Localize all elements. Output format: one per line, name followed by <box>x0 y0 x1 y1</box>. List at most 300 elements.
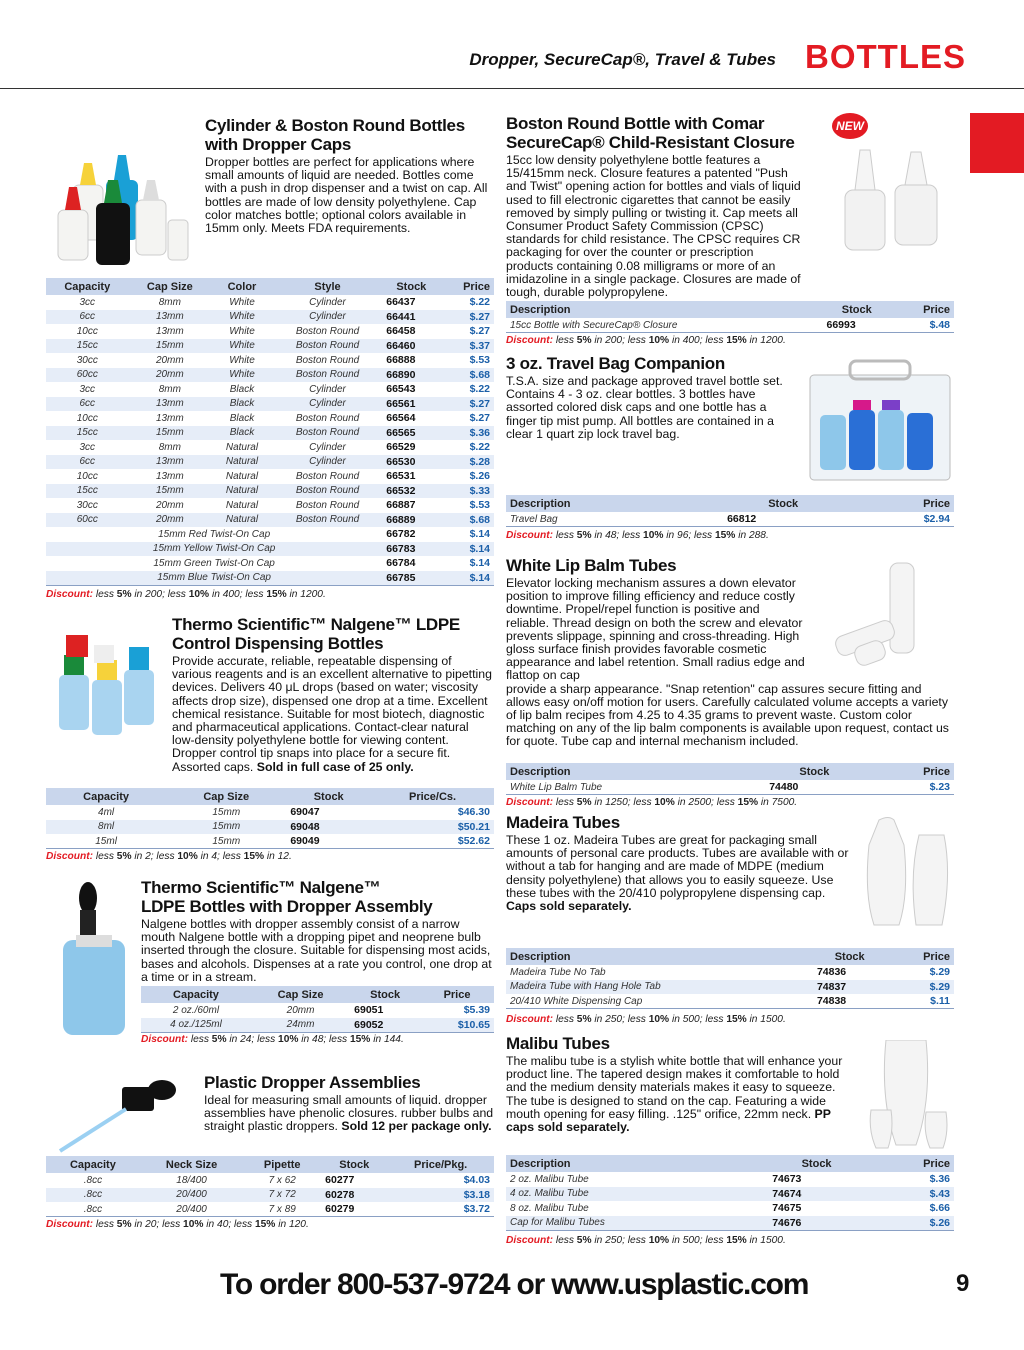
table-row <box>141 1003 494 1018</box>
table-cell: White <box>229 325 255 337</box>
table-row <box>506 1201 954 1216</box>
table-cell: 66561 <box>382 397 440 412</box>
table-cell: 15mm <box>166 820 286 835</box>
assembly-table <box>141 986 494 1033</box>
table-cell: 66887 <box>386 499 416 512</box>
discount-note: Discount: less 5% in 200; less 10% in 400; less 15% in 1200. <box>506 335 786 346</box>
table-cell: Boston Round <box>295 325 360 337</box>
table-cell: $.36 <box>440 426 494 441</box>
table-row <box>46 411 494 426</box>
column-header: Stock <box>723 495 843 512</box>
table-cell: 15ml <box>46 834 166 849</box>
table-row <box>506 994 954 1009</box>
table-cell: 66460 <box>382 339 440 354</box>
table-cell: Cylinder <box>273 310 382 325</box>
table-cell: 66530 <box>382 455 440 470</box>
table-row <box>506 980 954 995</box>
discount-note: Discount: less 5% in 250; less 10% in 500; less 15% in 1500. <box>506 1235 786 1246</box>
table-cell: 8mm <box>158 441 181 453</box>
table-cell: 74837 <box>813 980 886 995</box>
table-cell: 69051 <box>354 1004 384 1017</box>
table-cell: 30cc <box>76 499 98 511</box>
table-cell: $2.94 <box>843 512 954 527</box>
table-cell: 20/400 <box>140 1202 243 1217</box>
table-cell: 8 oz. Malibu Tube <box>510 1202 589 1214</box>
table-cell: 20mm <box>155 499 184 511</box>
table-cell: 66441 <box>382 310 440 325</box>
table-cell: 74676 <box>768 1216 865 1231</box>
table-row <box>506 318 954 333</box>
section-tab <box>970 113 1024 173</box>
column-header: Neck Size <box>140 1156 243 1173</box>
plastic-dropper-section <box>204 1073 494 1134</box>
table-row <box>506 1216 954 1231</box>
table-cell: 8ml <box>46 820 166 835</box>
table-row <box>46 542 494 557</box>
table-cell: White <box>211 368 273 383</box>
table-cell: 7 x 72 <box>243 1188 321 1203</box>
table-cell: 20/410 White Dispensing Cap <box>506 994 813 1009</box>
table-cell: $.53 <box>469 499 490 512</box>
dispensing-bottles-image <box>54 625 164 740</box>
table-row <box>46 498 494 513</box>
table-cell: $.37 <box>440 339 494 354</box>
table-cell: $52.62 <box>371 834 494 849</box>
table-cell: 24mm <box>251 1018 350 1033</box>
section-description: T.S.A. size and package approved travel bottle set. Contains 4 - 3 oz. clear bottles. 3 bottles have assorted colored disk caps and one bottle has a finger tip mist pump. All bottles are contained in a clear 1 quart zip lock travel bag. <box>506 374 783 441</box>
section-description: Provide accurate, reliable, repeatable dispensing of various reagents and is an excellent alternative to pipetting devices. Delivers 40 μL drops (based on water; viscosity affects drop size), dispensed one drop at a time. Excellent chemical resistance. Suitable for most biotech, diagnostic and pharmaceutical applications. Contact-clear natural low-density polyethylene bottle for viewing content. Dropper control tip snaps into place for a secure fit. Assorted caps. Sold in full case of 25 only. <box>172 654 492 774</box>
table-cell: 18/400 <box>176 1174 207 1186</box>
table-row <box>46 1188 494 1203</box>
section-description: The malibu tube is a stylish white bottle that will enhance your product line. The tapered design makes it comfortable to hold and the medium density materials makes it easy to squeeze. The tube is designed to stand on the cap. Featuring a wide mouth opening for easy filling. .125" orifice, 22mm neck. PP caps sold separately. <box>506 1054 843 1135</box>
column-header: Stock <box>382 278 440 295</box>
table-row <box>46 1202 494 1217</box>
section-description: These 1 oz. Madeira Tubes are great for packaging small amounts of personal care products. Tubes are available with or without a tab for hanging and are made of MDPE (medium density polyethylene) that allows you to easily squeeze. Use these tubes with the 20/410 polypropylene dispensing cap. Caps sold separately. <box>506 833 849 914</box>
assembly-section <box>141 878 495 984</box>
discount-note: Discount: less 5% in 48; less 10% in 96; less 15% in 288. <box>506 530 769 541</box>
column-header: Price <box>440 278 494 295</box>
section-title: Boston Round Bottle with Comar <box>506 114 765 133</box>
section-title: Control Dispensing Bottles <box>172 634 384 653</box>
table-cell: $4.03 <box>463 1174 490 1187</box>
table-cell: 66458 <box>386 325 416 338</box>
table-row <box>506 780 954 795</box>
table-cell: 66532 <box>382 484 440 499</box>
page-number: 9 <box>956 1270 970 1297</box>
table-cell: Natural <box>211 484 273 499</box>
column-header: Pipette <box>243 1156 321 1173</box>
column-header: Price <box>864 763 954 780</box>
table-cell: 15cc <box>46 339 129 354</box>
table-row <box>506 1172 954 1187</box>
column-header: Stock <box>823 301 891 318</box>
lip-balm-table <box>506 763 954 795</box>
table-row <box>46 339 494 354</box>
order-footer: To order 800-537-9724 or www.usplastic.com <box>220 1268 809 1301</box>
table-cell: 13mm <box>129 310 212 325</box>
table-cell: 66784 <box>386 557 416 570</box>
table-cell: 15cc Bottle with SecureCap® Closure <box>506 318 823 333</box>
table-cell: 66889 <box>382 513 440 528</box>
header-rule <box>0 88 1024 89</box>
section-title: 3 oz. Travel Bag Companion <box>506 354 725 373</box>
cylinder-section <box>205 116 493 235</box>
table-cell: $.22 <box>469 296 490 309</box>
table-cell: 20mm <box>286 1004 315 1016</box>
madeira-table <box>506 948 954 1009</box>
table-cell: 10cc <box>76 412 98 424</box>
column-header: Cap Size <box>251 986 350 1003</box>
section-title: Cylinder & Boston Round Bottles <box>205 116 465 135</box>
table-row <box>46 1173 494 1188</box>
table-cell: $.66 <box>929 1202 950 1215</box>
table-row <box>506 512 954 527</box>
travel-table <box>506 495 954 527</box>
section-title: Madeira Tubes <box>506 813 620 832</box>
table-cell: Natural <box>211 455 273 470</box>
table-cell: Travel Bag <box>506 512 723 527</box>
table-cell: $3.72 <box>387 1202 494 1217</box>
section-description: Ideal for measuring small amounts of liquid. dropper assemblies have phenolic closures. rubber bulbs and straight plastic droppers. Sold 12 per package only. <box>204 1093 494 1134</box>
table-row <box>506 965 954 980</box>
column-header: Stock <box>765 763 863 780</box>
column-header: Stock <box>813 948 886 965</box>
table-cell: $.14 <box>440 542 494 557</box>
column-header: Price <box>865 1155 954 1172</box>
table-cell: 20mm <box>129 513 212 528</box>
table-cell: 2 oz. Malibu Tube <box>510 1173 589 1185</box>
section-description: Elevator locking mechanism assures a down elevator position to improve filling efficiency and reduce costly downtime. Propel/repel function is positive and reliable. Thread design on both the screw and elevator prevents slippage, spinning and cross-threading. High gloss surface finish provides favorable cosmetic appearance and label retention. Small radius edge and flattop on cap <box>506 576 805 683</box>
table-cell: $.68 <box>440 368 494 383</box>
table-cell: Boston Round <box>273 426 382 441</box>
table-cell: 4 oz./125ml <box>141 1018 251 1033</box>
table-cell: Boston Round <box>273 513 382 528</box>
column-header: Stock <box>350 986 420 1003</box>
table-cell: 15cc <box>46 426 129 441</box>
ldpe-table <box>46 788 494 849</box>
table-cell: 13mm <box>129 397 212 412</box>
section-description: provide a sharp appearance. "Snap retention" cap assures secure fitting and allows easy on/off motion for users. Carefully calculated volume accepts a variety of lip balm recipes from 4.25 to 4.35 grams to prevent waste. Custom color matching on any of the lip balm components is available upon request, contact us for quote. Tube cap and internal mechanism included. <box>506 681 949 749</box>
table-cell: Black <box>211 397 273 412</box>
plastic-dropper-image <box>50 1075 180 1155</box>
table-cell: White <box>211 310 273 325</box>
section-title: White Lip Balm Tubes <box>506 556 677 575</box>
table-row <box>46 455 494 470</box>
table-cell: 10cc <box>76 470 98 482</box>
table-row <box>46 382 494 397</box>
table-cell: 60cc <box>46 513 129 528</box>
table-cell: Cylinder <box>273 455 382 470</box>
table-row <box>46 556 494 571</box>
table-row <box>46 484 494 499</box>
column-header: Stock <box>321 1156 387 1173</box>
table-cell: Natural <box>211 513 273 528</box>
table-cell: 74838 <box>813 994 886 1009</box>
table-cell: 66785 <box>382 571 440 586</box>
table-cell: 69049 <box>286 834 371 849</box>
table-cell: $.22 <box>469 383 490 396</box>
table-cell: Cap for Malibu Tubes <box>506 1216 768 1231</box>
header-subtitle: Dropper, SecureCap®, Travel & Tubes <box>469 50 776 69</box>
comar-section <box>506 114 956 299</box>
table-cell: 15mm <box>129 426 212 441</box>
table-cell: 15mm Yellow Twist-On Cap <box>46 542 382 557</box>
table-cell: Boston Round <box>295 354 360 366</box>
discount-note: Discount: less 5% in 24; less 10% in 48; less 15% in 144. <box>141 1034 404 1045</box>
table-cell: Boston Round <box>273 484 382 499</box>
comar-table <box>506 301 954 333</box>
table-cell: 15mm <box>166 834 286 849</box>
section-title: Thermo Scientific™ Nalgene™ LDPE <box>172 615 460 634</box>
column-header: Description <box>506 763 765 780</box>
table-cell: 7 x 62 <box>268 1174 296 1186</box>
table-cell: 6cc <box>46 455 129 470</box>
table-cell: 15mm Green Twist-On Cap <box>153 557 275 569</box>
table-cell: $.11 <box>886 994 954 1009</box>
header-title: BOTTLES <box>805 38 966 75</box>
table-row <box>46 368 494 383</box>
discount-note: Discount: less 5% in 20; less 10% in 40; less 15% in 120. <box>46 1219 309 1230</box>
table-cell: 66437 <box>386 296 416 309</box>
table-row <box>46 426 494 441</box>
table-cell: $.36 <box>929 1173 950 1186</box>
table-cell: $.27 <box>440 397 494 412</box>
new-badge: NEW <box>832 113 868 139</box>
section-title: Malibu Tubes <box>506 1034 610 1053</box>
table-cell: $.14 <box>440 571 494 586</box>
table-row <box>46 353 494 368</box>
table-cell: $.22 <box>469 441 490 454</box>
table-cell: 10cc <box>76 325 98 337</box>
travel-bag-image <box>805 355 955 485</box>
table-cell: 15mm <box>129 484 212 499</box>
table-cell: $46.30 <box>457 806 490 819</box>
column-header: Description <box>506 1155 768 1172</box>
table-cell: 13mm <box>129 455 212 470</box>
malibu-table <box>506 1155 954 1231</box>
table-cell: Cylinder <box>309 383 346 395</box>
table-cell: $.23 <box>864 780 954 795</box>
column-header: Capacity <box>46 1156 140 1173</box>
table-row <box>46 295 494 310</box>
table-cell: 7 x 89 <box>243 1202 321 1217</box>
table-cell: $.53 <box>469 354 490 367</box>
ldpe-section <box>172 615 494 774</box>
section-title: Plastic Dropper Assemblies <box>204 1073 421 1092</box>
table-cell: 15mm <box>212 806 241 818</box>
column-header: Capacity <box>46 278 129 295</box>
table-cell: .8cc <box>46 1202 140 1217</box>
table-cell: 66993 <box>823 318 891 333</box>
column-header: Description <box>506 301 823 318</box>
table-cell: $.48 <box>891 318 954 333</box>
table-cell: 13mm <box>155 325 184 337</box>
table-row <box>46 397 494 412</box>
column-header: Cap Size <box>129 278 212 295</box>
table-cell: 6cc <box>46 397 129 412</box>
column-header: Price <box>891 301 954 318</box>
table-row <box>46 440 494 455</box>
table-cell: 66565 <box>382 426 440 441</box>
table-cell: Cylinder <box>273 397 382 412</box>
column-header: Stock <box>768 1155 865 1172</box>
table-cell: White <box>229 296 255 308</box>
table-cell: $.27 <box>440 310 494 325</box>
malibu-tubes-image <box>866 1040 954 1150</box>
table-cell: Black <box>229 383 255 395</box>
table-cell: 20mm <box>129 368 212 383</box>
table-cell: Cylinder <box>309 441 346 453</box>
section-title: Thermo Scientific™ Nalgene™ <box>141 878 381 897</box>
table-cell: 66812 <box>723 512 843 527</box>
table-cell: White <box>211 339 273 354</box>
table-cell: $10.65 <box>420 1018 494 1033</box>
column-header: Description <box>506 948 813 965</box>
table-cell: 15mm <box>129 339 212 354</box>
madeira-section <box>506 813 854 913</box>
table-cell: $5.39 <box>463 1004 490 1017</box>
table-cell: Black <box>211 426 273 441</box>
column-header: Cap Size <box>166 788 286 805</box>
column-header: Price <box>886 948 954 965</box>
lip-balm-tubes-image <box>825 558 945 678</box>
column-header: Color <box>211 278 273 295</box>
table-cell: $.26 <box>865 1216 954 1231</box>
section-title: SecureCap® Child-Resistant Closure <box>506 133 795 152</box>
section-description: Nalgene bottles with dropper assembly consist of a narrow mouth Nalgene bottle with a dropping pipet and neoprene bulb inserted through the closure. Suitable for dispensing most acids, bases and alcohols. Dispenses at a rate you control, one drop at a time or in a stream. <box>141 917 492 984</box>
column-header: Price/Cs. <box>371 788 494 805</box>
table-cell: Natural <box>225 441 259 453</box>
table-row <box>46 527 494 542</box>
table-cell: 60cc <box>46 368 129 383</box>
section-description: 15cc low density polyethylene bottle features a 15/415mm neck. Closure features a patented "Push and Twist" opening action for bottles and vials of liquid used to fill electronic cigarettes that cannot be easily removed by simply pulling or twisting it. Cap meets all Consumer Product Safety Commission (CPSC) standards for child resistance. The CPSC requires CR packaging for over the counter or prescription products containing 0.08 milligrams or more of an imidazoline in a single package. Closures are made of tough, durable polypropylene. <box>506 153 801 300</box>
table-cell: $.27 <box>469 412 490 425</box>
table-cell: 66888 <box>386 354 416 367</box>
table-cell: 74675 <box>772 1202 802 1215</box>
table-row <box>46 820 494 835</box>
table-cell: 20mm <box>155 354 184 366</box>
table-cell: 3cc <box>79 296 96 308</box>
table-cell: Black <box>229 412 255 424</box>
column-header: Stock <box>286 788 371 805</box>
table-cell: $50.21 <box>371 820 494 835</box>
table-row <box>46 469 494 484</box>
table-cell: 69052 <box>350 1018 420 1033</box>
table-cell: .8cc <box>83 1174 103 1186</box>
table-cell: 15mm Blue Twist-On Cap <box>46 571 382 586</box>
cylinder-table <box>46 278 494 586</box>
section-title: LDPE Bottles with Dropper Assembly <box>141 897 433 916</box>
table-cell: 60278 <box>321 1188 387 1203</box>
table-cell: $.14 <box>469 557 490 570</box>
discount-note: Discount: less 5% in 250; less 10% in 500; less 15% in 1500. <box>506 1014 786 1025</box>
table-cell: 3cc <box>79 441 96 453</box>
table-cell: 66783 <box>382 542 440 557</box>
table-cell: .8cc <box>46 1188 140 1203</box>
table-cell: Boston Round <box>295 470 360 482</box>
discount-note: Discount: less 5% in 2; less 10% in 4; less 15% in 12. <box>46 851 292 862</box>
travel-section <box>506 354 798 441</box>
table-cell: Boston Round <box>273 368 382 383</box>
table-cell: 60279 <box>321 1202 387 1217</box>
table-cell: $.29 <box>929 966 950 979</box>
table-cell: 66890 <box>382 368 440 383</box>
table-row <box>141 1018 494 1033</box>
discount-note: Discount: less 5% in 200; less 10% in 400; less 15% in 1200. <box>46 589 326 600</box>
table-cell: Natural <box>225 470 259 482</box>
table-cell: 66529 <box>386 441 416 454</box>
table-cell: Madeira Tube No Tab <box>510 966 606 978</box>
table-cell: Boston Round <box>295 499 360 511</box>
table-cell: $.33 <box>440 484 494 499</box>
malibu-section <box>506 1034 856 1134</box>
table-row <box>46 805 494 820</box>
dropper-assembly-image <box>58 880 136 1040</box>
table-cell: 74673 <box>772 1173 802 1186</box>
table-cell: 8mm <box>158 383 181 395</box>
table-row <box>46 571 494 586</box>
table-cell: $3.18 <box>387 1188 494 1203</box>
table-cell: 66782 <box>386 528 416 541</box>
table-cell: 15cc <box>46 484 129 499</box>
section-title: with Dropper Caps <box>205 135 352 154</box>
table-cell: 69048 <box>286 820 371 835</box>
section-description: Dropper bottles are perfect for applications where small amounts of liquid are needed. Bottles come with a push in drop dispenser and a twist on cap. All bottles are made of low density polyethylene. Cap color matches bottle; optional colors available in 15mm only. Meets FDA requirements. <box>205 155 488 236</box>
dropper-bottles-image <box>48 125 198 275</box>
table-cell: 74674 <box>768 1187 865 1202</box>
table-cell: Natural <box>225 499 259 511</box>
table-row <box>46 834 494 849</box>
table-row <box>46 513 494 528</box>
table-cell: White <box>229 354 255 366</box>
table-cell: 66531 <box>386 470 416 483</box>
column-header: Capacity <box>141 986 251 1003</box>
table-cell: 20/400 <box>140 1188 243 1203</box>
table-cell: 60277 <box>325 1174 355 1187</box>
column-header: Capacity <box>46 788 166 805</box>
table-cell: $.68 <box>440 513 494 528</box>
table-row <box>46 324 494 339</box>
table-cell: 8mm <box>158 296 181 308</box>
table-cell: 74836 <box>816 966 847 979</box>
table-cell: Boston Round <box>273 339 382 354</box>
table-cell: 15mm Red Twist-On Cap <box>158 528 271 540</box>
table-cell: $.26 <box>469 470 490 483</box>
table-cell: 6cc <box>46 310 129 325</box>
column-header: Style <box>273 278 382 295</box>
column-header: Price/Pkg. <box>387 1156 494 1173</box>
table-cell: 66543 <box>386 383 416 396</box>
table-row <box>506 1187 954 1202</box>
discount-text: less 5% in 200; less 10% in 400; less 15% in 1200. <box>95 589 326 600</box>
table-cell: White Lip Balm Tube <box>506 780 765 795</box>
table-cell: $.43 <box>865 1187 954 1202</box>
column-header: Price <box>420 986 494 1003</box>
table-cell: Madeira Tube with Hang Hole Tab <box>506 980 813 995</box>
table-row <box>46 310 494 325</box>
discount-note: Discount: less 5% in 1250; less 10% in 2500; less 15% in 7500. <box>506 797 798 808</box>
column-header: Price <box>843 495 954 512</box>
table-cell: 13mm <box>155 412 184 424</box>
madeira-tubes-image <box>864 815 954 930</box>
table-cell: $.27 <box>469 325 490 338</box>
table-cell: 2 oz./60ml <box>172 1004 220 1016</box>
table-cell: 13mm <box>155 470 184 482</box>
table-cell: Cylinder <box>309 296 346 308</box>
column-header: Description <box>506 495 723 512</box>
table-cell: 3cc <box>79 383 96 395</box>
table-cell: 69047 <box>290 806 320 819</box>
